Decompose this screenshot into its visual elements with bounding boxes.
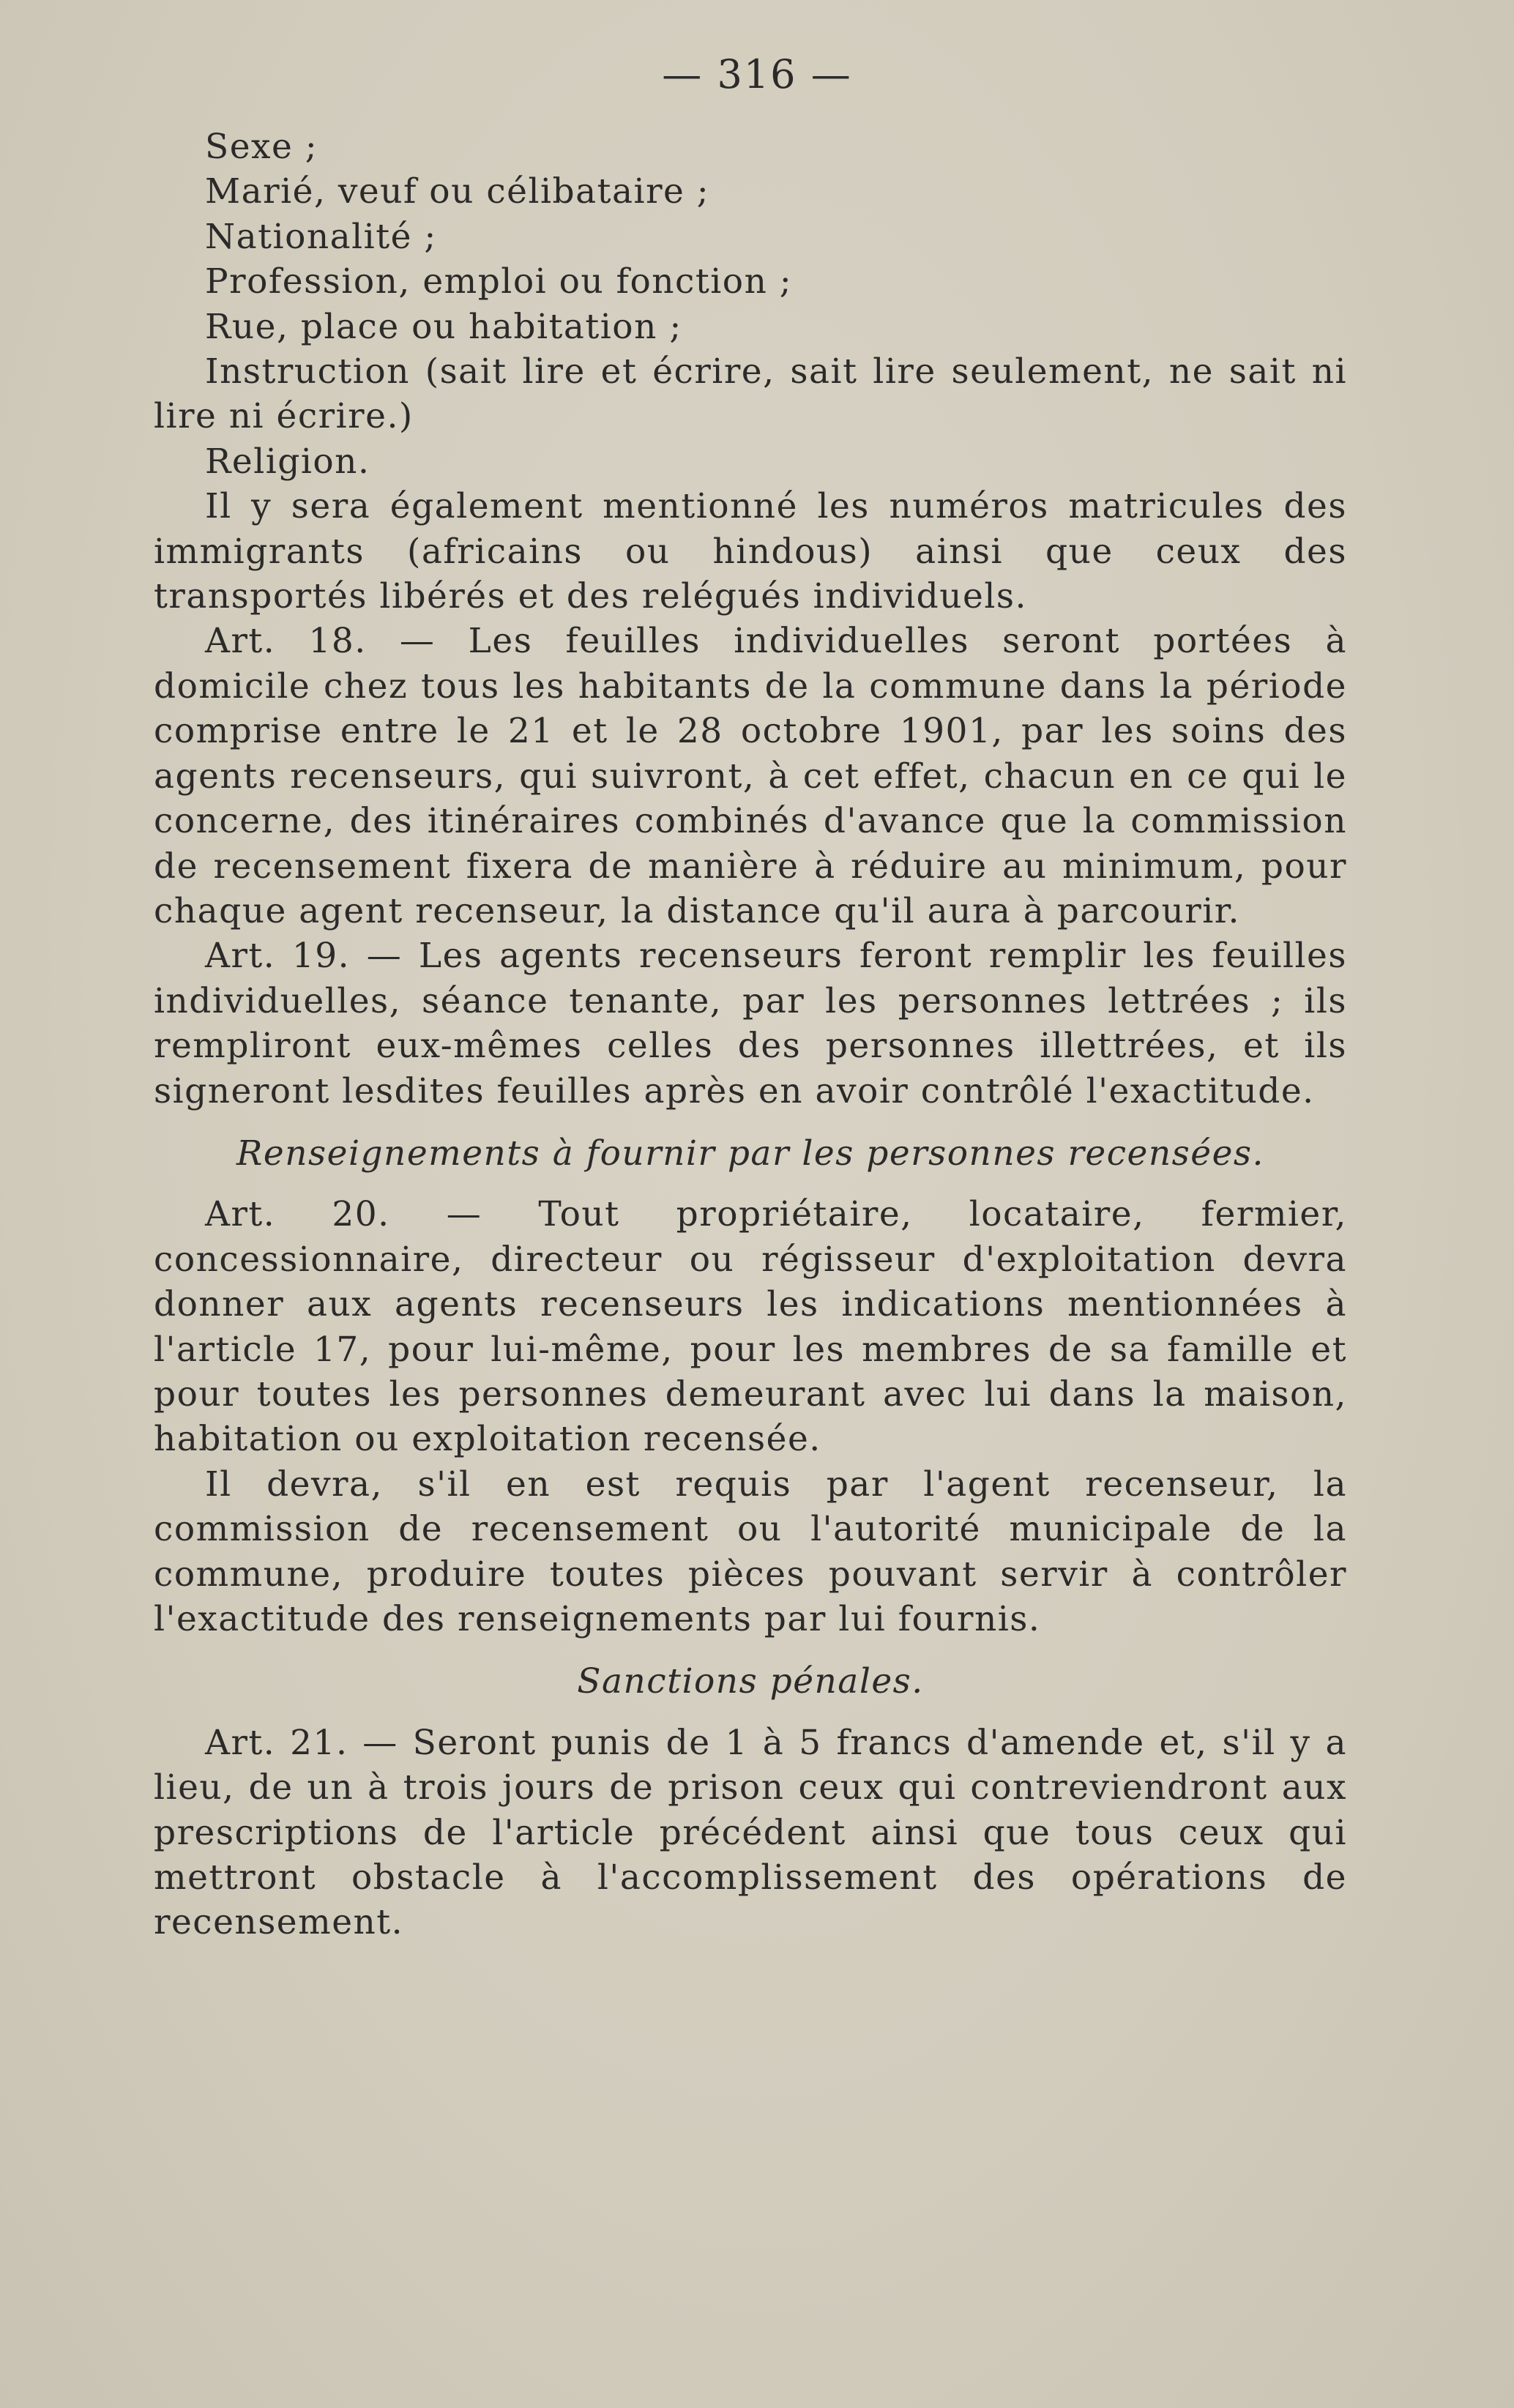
paragraph-article-21: Art. 21. — Seront punis de 1 à 5 francs d'amende et, s'il y a lieu, de un à trois jours de prison ceux qui contreviendront aux prescriptions de l'article précédent ainsi que tous ceux qui mettront obstacle à l'accomplissement des opérations de recensement. [154,1722,1347,1943]
page-body [154,124,1347,1945]
section-heading-sanctions: Sanctions pénales. [577,1661,924,1702]
paragraph-immigrants: Il y sera également mentionné les numéros matricules des immigrants (africains ou hindous) ainsi que ceux des transportés libérés et des relégués individuels. [154,486,1347,617]
list-item-profession: Profession, emploi ou fonction ; [205,261,793,302]
list-item-religion: Religion. [205,441,370,482]
section-heading-renseignements: Renseignements à fournir par les personnes recensées. [236,1133,1264,1174]
list-item-etat-civil: Marié, veuf ou célibataire ; [205,171,710,212]
paragraph-article-18: Art. 18. — Les feuilles individuelles seront portées à domicile chez tous les habitants de la commune dans la période comprise entre le 21 et le 28 octobre 1901, par les soins des agents recenseurs, qui suivront, à cet effet, chacun en ce qui le concerne, des itinéraires combinés d'avance que la commission de recensement fixera de manière à réduire au minimum, pour chaque agent recenseur, la distance qu'il aura à parcourir. [154,621,1347,931]
list-item-instruction: Instruction (sait lire et écrire, sait lire seulement, ne sait ni lire ni écrire.) [154,351,1347,437]
list-item-nationalite: Nationalité ; [205,216,437,257]
paragraph-article-20-continued: Il devra, s'il en est requis par l'agent recenseur, la commission de recensement ou l'autorité municipale de la commune, produire toutes pièces pouvant servir à contrôler l'exactitude des renseignements par lui fournis. [154,1464,1347,1639]
paragraph-article-20: Art. 20. — Tout propriétaire, locataire, fermier, concessionnaire, directeur ou régisseur d'exploitation devra donner aux agents recenseurs les indications mentionnées à l'article 17, pour lui-même, pour les membres de sa famille et pour toutes les personnes demeurant avec lui dans la maison, habitation ou exploitation recensée. [154,1194,1347,1460]
list-item-habitation: Rue, place ou habitation ; [205,306,682,347]
page-number: — 316 — [662,51,852,97]
list-item-sexe: Sexe ; [205,127,318,167]
paragraph-article-19: Art. 19. — Les agents recenseurs feront remplir les feuilles individuelles, séance tenante, par les personnes lettrées ; ils rempliront eux-mêmes celles des personnes illettrées, et ils signeront lesdites feuilles après en avoir contrôlé l'exactitude. [154,936,1347,1111]
